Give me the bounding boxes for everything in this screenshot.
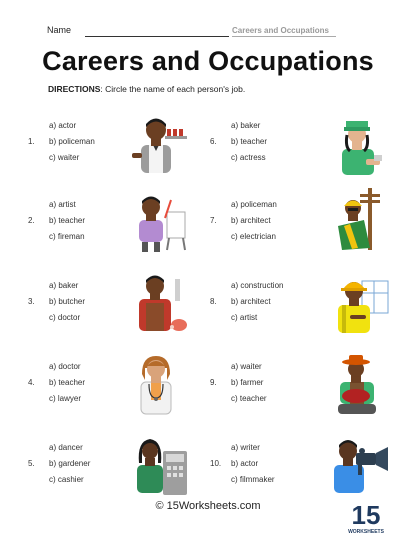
farmer-icon [328, 350, 390, 416]
option-a[interactable]: a) policeman [231, 200, 277, 209]
option-c[interactable]: c) filmmaker [231, 475, 275, 484]
option-a[interactable]: a) waiter [231, 362, 262, 371]
option-c[interactable]: c) artist [231, 313, 258, 322]
question-4 [28, 358, 218, 428]
option-a[interactable]: a) artist [49, 200, 76, 209]
question-number: 6. [210, 137, 217, 146]
question-number: 3. [28, 297, 35, 306]
logo-word: WORKSHEETS [348, 529, 384, 535]
name-field-line[interactable] [85, 36, 229, 37]
option-b[interactable]: b) architect [231, 297, 271, 306]
question-number: 10. [210, 459, 222, 468]
option-b[interactable]: b) teacher [49, 216, 86, 225]
option-b[interactable]: b) teacher [49, 378, 86, 387]
option-a[interactable]: a) baker [231, 121, 261, 130]
option-b[interactable]: b) policeman [49, 137, 95, 146]
question-number: 2. [28, 216, 35, 225]
name-header [47, 25, 387, 39]
option-c[interactable]: c) electrician [231, 232, 276, 241]
option-a[interactable]: a) doctor [49, 362, 81, 371]
question-number: 4. [28, 378, 35, 387]
butcher-icon [127, 269, 189, 335]
logo-number: 15 [351, 500, 381, 530]
question-7 [210, 196, 400, 266]
option-c[interactable]: c) lawyer [49, 394, 82, 403]
option-a[interactable]: a) actor [49, 121, 77, 130]
filmmaker-icon [328, 431, 390, 497]
artist-icon [127, 188, 189, 254]
question-5 [28, 439, 218, 509]
option-c[interactable]: c) waiter [49, 153, 80, 162]
question-9 [210, 358, 400, 428]
header-topic: Careers and Occupations [232, 26, 329, 35]
question-number: 8. [210, 297, 217, 306]
cashier-icon [127, 431, 189, 497]
option-a[interactable]: a) dancer [49, 443, 83, 452]
option-b[interactable]: b) farmer [231, 378, 264, 387]
option-c[interactable]: c) doctor [49, 313, 81, 322]
directions [48, 84, 245, 94]
doctor-icon [127, 350, 189, 416]
option-a[interactable]: a) writer [231, 443, 260, 452]
question-6 [210, 117, 400, 187]
directions-label: DIRECTIONS [48, 84, 101, 94]
option-a[interactable]: a) construction [231, 281, 284, 290]
option-a[interactable]: a) baker [49, 281, 79, 290]
option-c[interactable]: c) fireman [49, 232, 85, 241]
question-number: 9. [210, 378, 217, 387]
construction-worker-icon [328, 269, 390, 335]
question-1 [28, 117, 218, 187]
footer-copyright: © 15Worksheets.com [155, 500, 261, 512]
question-number: 5. [28, 459, 35, 468]
question-number: 7. [210, 216, 217, 225]
option-b[interactable]: b) architect [231, 216, 271, 225]
option-b[interactable]: b) teacher [231, 137, 268, 146]
waiter-icon [127, 109, 189, 175]
electrician-icon [328, 186, 390, 252]
option-c[interactable]: c) cashier [49, 475, 84, 484]
directions-text: : Circle the name of each person's job. [100, 84, 246, 94]
option-b[interactable]: b) gardener [49, 459, 91, 468]
page-title: Careers and Occupations [42, 46, 374, 76]
question-3 [28, 277, 218, 347]
name-label: Name [47, 25, 72, 35]
option-c[interactable]: c) teacher [231, 394, 267, 403]
question-2 [28, 196, 218, 266]
option-b[interactable]: b) butcher [49, 297, 86, 306]
option-b[interactable]: b) actor [231, 459, 259, 468]
baker-icon [328, 111, 390, 177]
option-c[interactable]: c) actress [231, 153, 266, 162]
question-number: 1. [28, 137, 35, 146]
topic-underline [232, 36, 336, 37]
15worksheets-logo [346, 496, 386, 536]
question-8 [210, 277, 400, 347]
